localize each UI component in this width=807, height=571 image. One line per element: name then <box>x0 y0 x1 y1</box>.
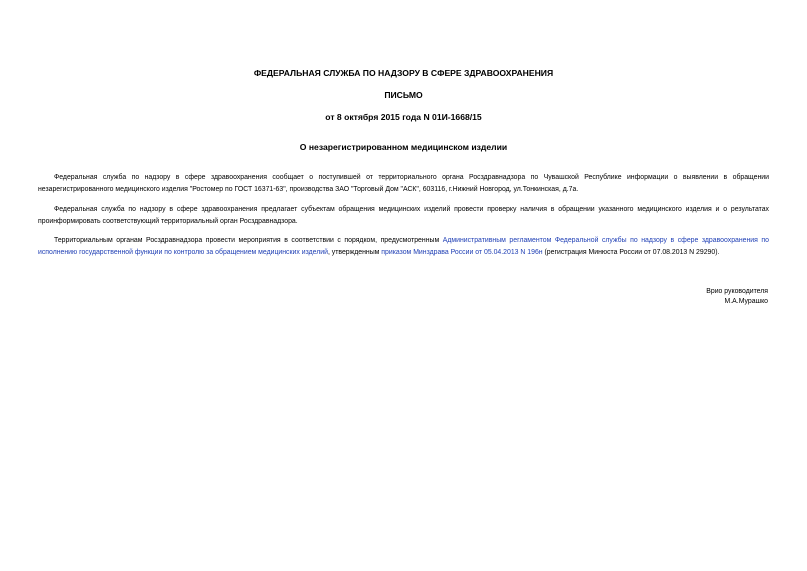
paragraph-3-text-1: Территориальным органам Росздравнадзора провести мероприятия в соответствии с порядком, предусмотренным <box>54 237 443 244</box>
paragraph-3-text-2: , утвержденным <box>327 248 382 256</box>
document-subject: О незарегистрированном медицинском изделии <box>299 142 508 152</box>
paragraph-2: Федеральная служба по надзору в сфере здравоохранения предлагает субъектам обращения медицинских изделий провести проверку наличия в обращении указанного медицинского изделия и о результатах проинформировать соответствующий территориальный орган Росздравнадзора. <box>38 206 769 225</box>
signatory-name: М.А.Мурашко <box>724 298 768 305</box>
paragraph-1: Федеральная служба по надзору в сфере здравоохранения сообщает о поступившей от территориального органа Росздравнадзора по Чувашской Республике информации о выявлении в обращении незарегистрированного медицинского изделия "Ростомер по ГОСТ 16371-63", производства ЗАО "Торговый Дом "АСК", 603116, г.Нижний Новгород, ул.Тонкинская, д.7а. <box>38 174 769 193</box>
document-type: ПИСЬМО <box>384 90 423 100</box>
agency-title: ФЕДЕРАЛЬНАЯ СЛУЖБА ПО НАДЗОРУ В СФЕРЕ ЗДРАВООХРАНЕНИЯ <box>253 68 554 78</box>
order-link[interactable]: приказом Минздрава России от 05.04.2013 N 196н <box>381 248 543 256</box>
signatory-role: Врио руководителя <box>706 288 768 295</box>
document-date-number: от 8 октября 2015 года N 01И-1668/15 <box>325 112 482 122</box>
regulation-link[interactable]: Административным регламентом Федеральной службы по надзору в сфере здравоохранения по исполнению государственной функции по контролю за обращением медицинских изделий <box>38 237 769 256</box>
paragraph-3 <box>38 235 769 258</box>
paragraph-3-text-3: (регистрация Минюста России от 07.08.2013 N 29290). <box>542 248 720 256</box>
